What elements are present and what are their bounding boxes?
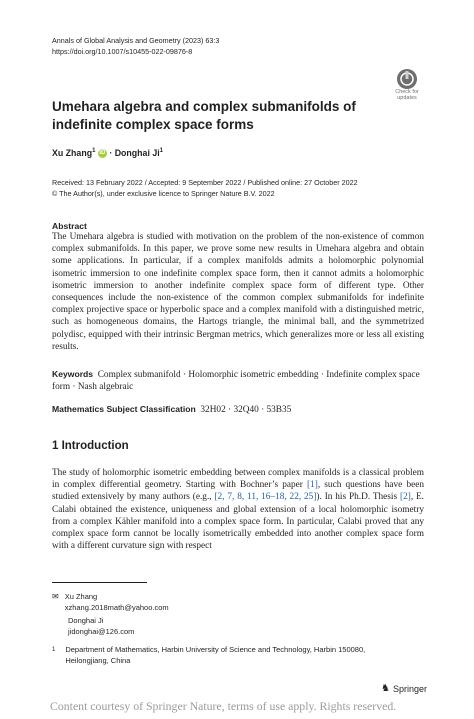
- footnote-author: Xu Zhang: [64, 592, 98, 601]
- intro-paragraph: [52, 467, 424, 552]
- footnote-email[interactable]: xzhang.2018math@yahoo.com: [64, 602, 169, 612]
- orcid-icon[interactable]: iD: [99, 150, 106, 157]
- dates-line: Received: 13 February 2022 / Accepted: 9 September 2022 / Published online: 27 October 2022: [52, 178, 358, 187]
- second-author-contact: [68, 616, 134, 637]
- author-list: [52, 148, 163, 158]
- abstract-text: The Umehara algebra is studied with motivation on the problem of the non-existence of common complex submanifolds. In this paper, we prove some new results in Umehara algebra and obtain some applications. In particular, if a complex manifolds admits a holomorphic polynomial isometric immersion to one indefinite complex space form, then it cannot admits a holomorphic isometric immersion to another indefinite complex space form of different type. Other consequences include the non-existence of the common complex submanifolds for indefinite complex projective space or hyperbolic space and a complex manifold with a distinguished metric, such as homogeneous domains, the Hartogs triangle, the minimal ball, and the symmetrized polydisc, equipped with their intrinsic Bergman metrics, which generalizes more or less all existing results.: [52, 232, 424, 352]
- corresponding-author: [52, 592, 169, 613]
- abstract-heading: Abstract: [52, 221, 87, 231]
- intro-text: , such questions have been studied extensively by many authors (e.g.,: [52, 480, 424, 503]
- msc-classification: [52, 404, 291, 415]
- msc-label: Mathematics Subject Classification: [52, 404, 196, 414]
- intro-text: ). In his Ph.D. Thesis: [316, 492, 400, 503]
- copyright-line: © The Author(s), under exclusive licence to Springer Nature B.V. 2022: [52, 188, 275, 198]
- affiliation-sup: 1: [92, 148, 96, 155]
- doi-link[interactable]: https://doi.org/10.1007/s10455-022-09876-8: [52, 47, 193, 56]
- publisher-name: Springer: [392, 683, 427, 694]
- intro-text: The study of holomorphic isometric embedding between complex manifolds is a classical problem in complex differential geometry. Starting with Bochner’s paper: [52, 468, 424, 491]
- journal-line: Annals of Global Analysis and Geometry (2023) 63:3: [52, 36, 220, 45]
- publication-dates: [52, 178, 358, 199]
- section-heading: 1 Introduction: [52, 440, 129, 452]
- envelope-icon: ✉: [52, 592, 59, 601]
- journal-header: [52, 35, 219, 57]
- badge-line2: updates: [397, 95, 417, 101]
- keywords: [52, 368, 424, 393]
- footnote-divider: [52, 582, 147, 583]
- keywords-label: Keywords: [52, 369, 94, 379]
- citation-link[interactable]: [1]: [307, 480, 318, 491]
- springer-horse-icon: ♞: [381, 683, 390, 694]
- affiliation-text: Department of Mathematics, Harbin University of Science and Technology, Harbin 150080, Heilongjiang, China: [65, 645, 366, 665]
- citation-link[interactable]: [2, 7, 8, 11, 16–18, 22, 25]: [214, 492, 317, 503]
- author-separator: ·: [106, 148, 115, 158]
- msc-codes: 32H02 · 32Q40 · 53B35: [200, 405, 292, 415]
- citation-link[interactable]: [2]: [399, 492, 411, 503]
- affiliation-footnote: [52, 645, 412, 666]
- springer-logo: [381, 683, 427, 694]
- intro-text: , E. Calabi obtained the existence, uniqueness and global extension of a local holomorphic isometry from a complex Kähler manifold into a complex space form. In particular, Calabi proved that any complex space form cannot be locally isometrically embedded into another complex space form with a different curvature sign with respect: [52, 492, 424, 552]
- footnote-email[interactable]: jidonghai@126.com: [68, 626, 135, 636]
- paper-title: Umehara algebra and complex submanifolds of indefinite complex space forms: [52, 99, 356, 132]
- footnote-author: Donghai Ji: [68, 616, 104, 625]
- author-name[interactable]: Donghai Ji: [114, 148, 160, 158]
- affiliation-sup: 1: [159, 148, 164, 155]
- affiliation-number: 1: [52, 647, 56, 653]
- check-for-updates-badge[interactable]: [388, 66, 426, 104]
- courtesy-watermark: Content courtesy of Springer Nature, terms of use apply. Rights reserved.: [50, 699, 397, 713]
- keywords-text: Complex submanifold · Holomorphic isometric embedding · Indefinite complex space form · Nash algebraic: [52, 370, 420, 393]
- badge-line1: Check for: [395, 89, 419, 95]
- author-name[interactable]: Xu Zhang: [52, 148, 93, 158]
